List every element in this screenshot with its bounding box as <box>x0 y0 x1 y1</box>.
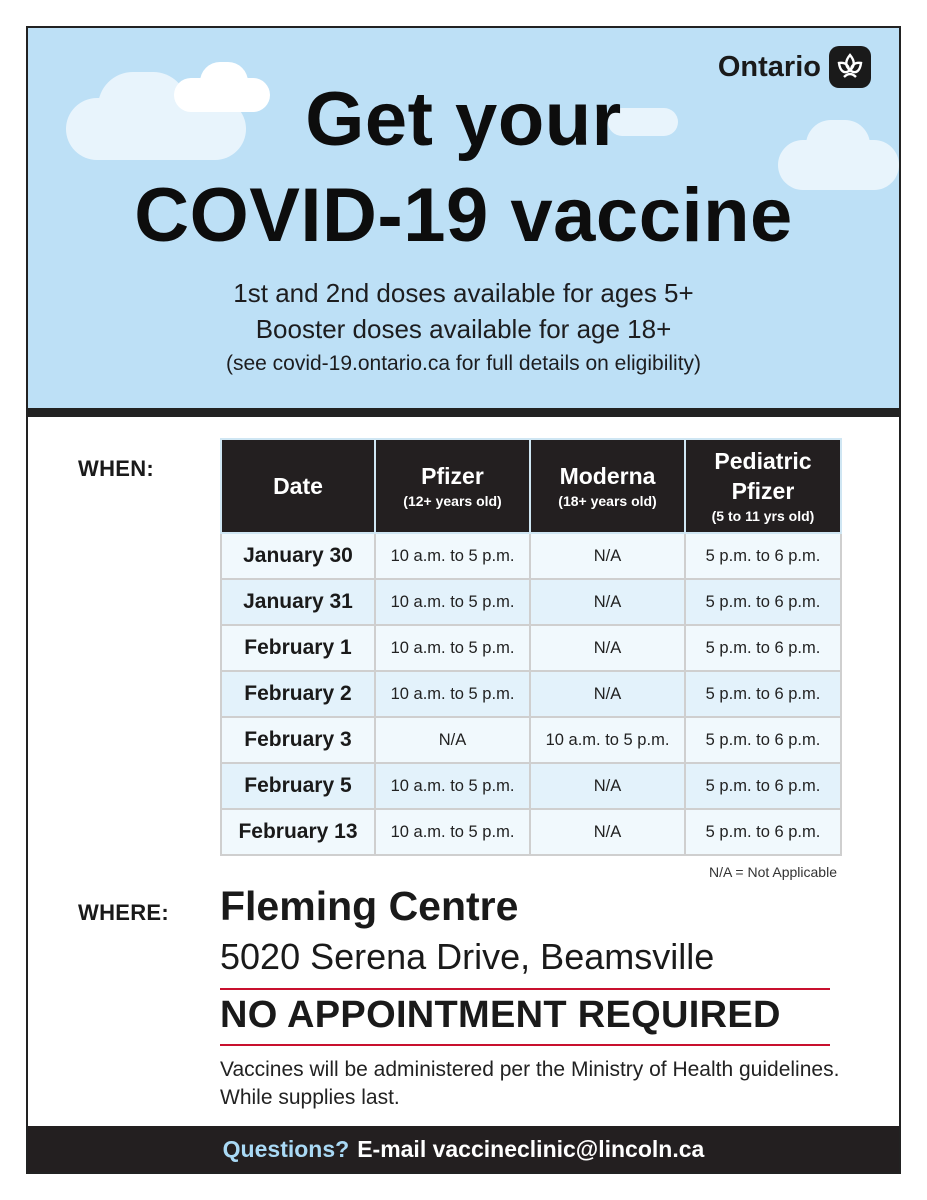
venue-address: 5020 Serena Drive, Beamsville <box>220 936 715 977</box>
trillium-icon-shape <box>834 51 866 83</box>
no-appointment-notice: NO APPOINTMENT REQUIRED <box>220 994 781 1036</box>
table-row <box>221 671 841 717</box>
moderna-cell: N/A <box>530 579 685 625</box>
moderna-cell: 10 a.m. to 5 p.m. <box>530 717 685 763</box>
table-row <box>221 717 841 763</box>
questions-label: Questions? <box>222 1135 350 1162</box>
supply-note: Vaccines will be administered per the Ministry of Health guidelines. While supplies last. <box>220 1058 840 1109</box>
column-header-pediatric-pfizer <box>685 439 841 533</box>
pediatric-cell: 5 p.m. to 6 p.m. <box>685 671 841 717</box>
moderna-cell: N/A <box>530 533 685 579</box>
moderna-cell: N/A <box>530 625 685 671</box>
eligibility-line-2: Booster doses available for age 18+ <box>255 314 672 344</box>
date-cell: February 5 <box>221 763 375 809</box>
when-label: WHEN: <box>78 456 155 481</box>
column-subtitle: (18+ years old) <box>558 493 657 509</box>
column-title: Moderna <box>559 463 656 489</box>
moderna-cell: N/A <box>530 763 685 809</box>
pediatric-cell: 5 p.m. to 6 p.m. <box>685 717 841 763</box>
table-row <box>221 809 841 855</box>
moderna-cell: N/A <box>530 671 685 717</box>
column-subtitle: (12+ years old) <box>403 493 502 509</box>
red-divider <box>220 988 830 990</box>
header-divider <box>28 408 899 417</box>
date-cell: February 13 <box>221 809 375 855</box>
venue-name: Fleming Centre <box>220 883 519 929</box>
column-header-date <box>221 439 375 533</box>
column-title: Pediatric Pfizer <box>714 448 812 504</box>
red-divider <box>220 1044 830 1046</box>
pediatric-cell: 5 p.m. to 6 p.m. <box>685 809 841 855</box>
table-row <box>221 533 841 579</box>
table-row <box>221 579 841 625</box>
title-line-2: COVID-19 vaccine <box>134 173 793 258</box>
column-subtitle: (5 to 11 yrs old) <box>711 508 815 524</box>
contact-email[interactable]: E-mail vaccineclinic@lincoln.ca <box>357 1135 705 1162</box>
table-row <box>221 763 841 809</box>
table-header-row <box>221 439 841 533</box>
brand-name: Ontario <box>717 50 821 83</box>
column-title: Pfizer <box>421 463 484 489</box>
eligibility-line-1: 1st and 2nd doses available for ages 5+ <box>233 278 694 308</box>
pfizer-cell: 10 a.m. to 5 p.m. <box>375 809 530 855</box>
pfizer-cell: 10 a.m. to 5 p.m. <box>375 579 530 625</box>
eligibility-line-3: (see covid-19.ontario.ca for full details on eligibility) <box>225 352 702 375</box>
contact-footer <box>28 1126 899 1172</box>
pfizer-cell: 10 a.m. to 5 p.m. <box>375 671 530 717</box>
schedule-table <box>220 438 842 856</box>
vaccine-poster <box>26 26 901 1174</box>
column-header-moderna <box>530 439 685 533</box>
pediatric-cell: 5 p.m. to 6 p.m. <box>685 533 841 579</box>
date-cell: February 2 <box>221 671 375 717</box>
pfizer-cell: 10 a.m. to 5 p.m. <box>375 533 530 579</box>
pediatric-cell: 5 p.m. to 6 p.m. <box>685 625 841 671</box>
pfizer-cell: N/A <box>375 717 530 763</box>
header-banner <box>28 28 899 408</box>
moderna-cell: N/A <box>530 809 685 855</box>
pediatric-cell: 5 p.m. to 6 p.m. <box>685 579 841 625</box>
date-cell: January 30 <box>221 533 375 579</box>
pediatric-cell: 5 p.m. to 6 p.m. <box>685 763 841 809</box>
date-cell: February 3 <box>221 717 375 763</box>
where-label: WHERE: <box>78 900 170 925</box>
date-cell: February 1 <box>221 625 375 671</box>
title-line-1: Get your <box>305 77 622 162</box>
column-title: Date <box>273 473 323 499</box>
date-cell: January 31 <box>221 579 375 625</box>
na-footnote: N/A = Not Applicable <box>708 864 837 880</box>
column-header-pfizer <box>375 439 530 533</box>
pfizer-cell: 10 a.m. to 5 p.m. <box>375 625 530 671</box>
pfizer-cell: 10 a.m. to 5 p.m. <box>375 763 530 809</box>
table-row <box>221 625 841 671</box>
